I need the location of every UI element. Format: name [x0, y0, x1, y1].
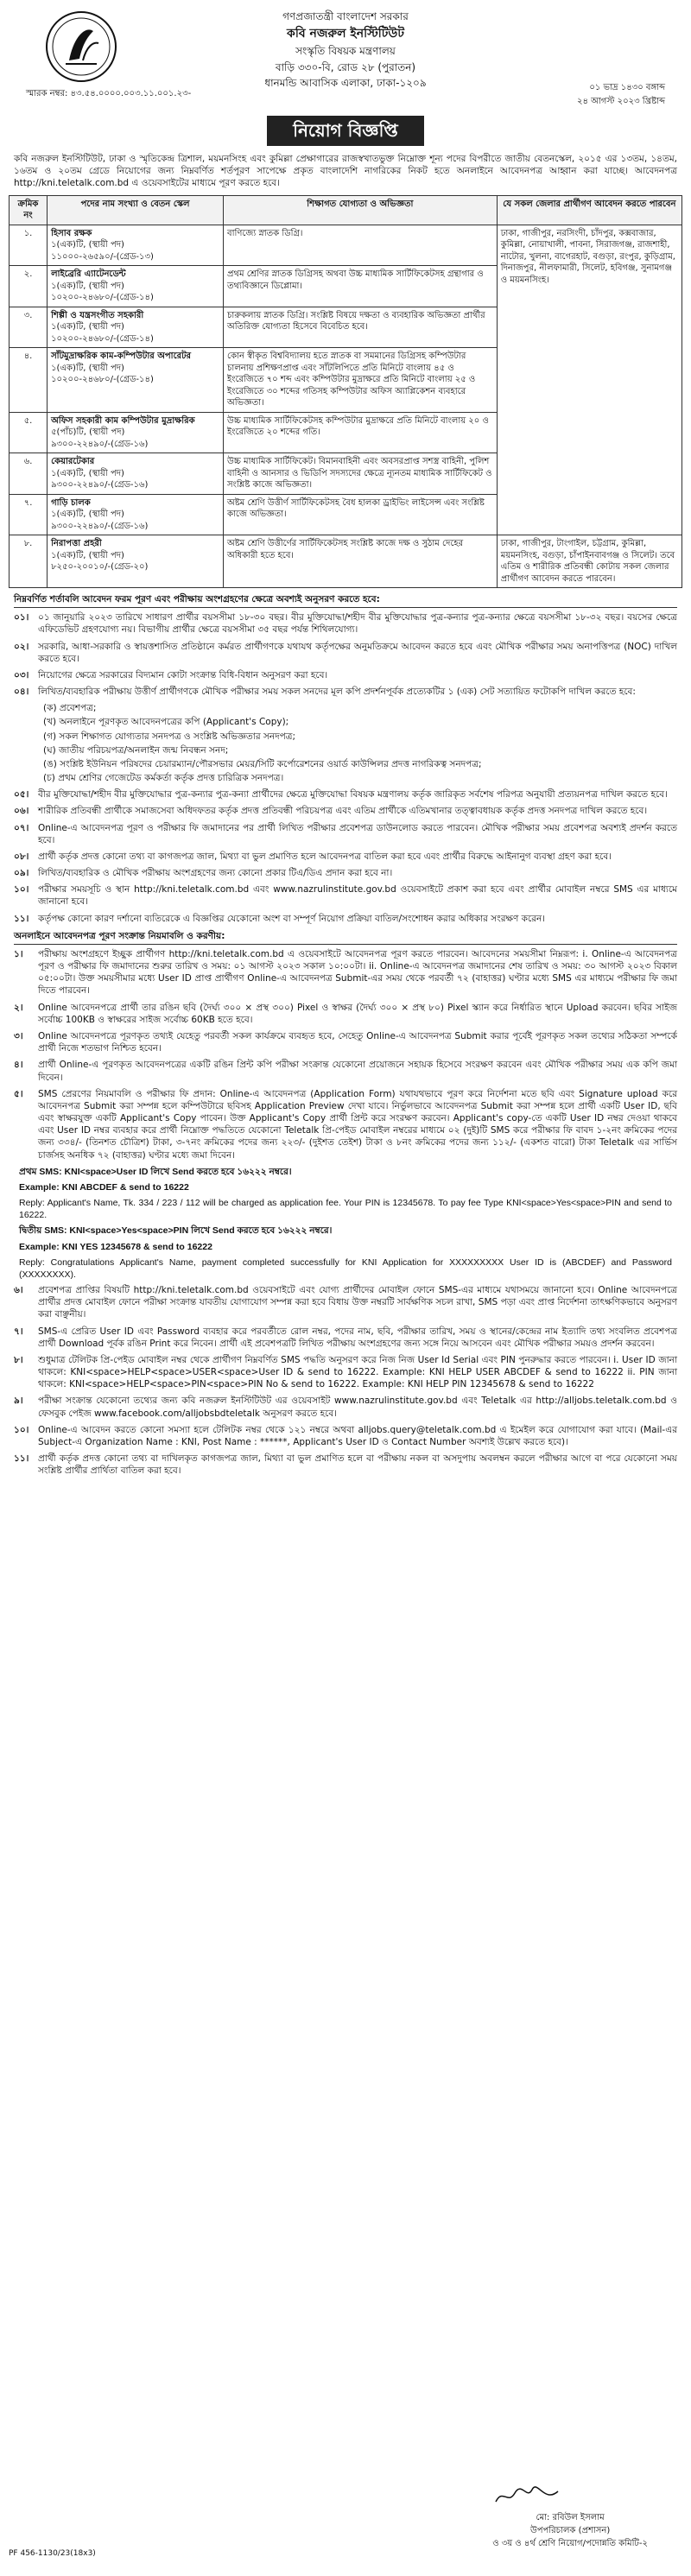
list-item	[14, 822, 677, 846]
item-number: ৮।	[14, 1354, 23, 1365]
item-number: ৯।	[14, 1396, 23, 1407]
row-qualification: উচ্চ মাধ্যমিক সার্টিফিকেট। বিমানবাহিনী এবং অবসরপ্রাপ্ত সশস্ত্র বাহিনী, পুলিশ বাহিনী ও আনসার ও ভিডিপি সদস্যদের ক্ষেত্রে ন্যূনতম মাধ্যমিক সার্টিফিকেট ও সংশ্লিষ্ট কাজে অভিজ্ঞতা।	[224, 453, 498, 495]
list-item	[14, 1395, 677, 1419]
item-number: ২।	[14, 1002, 23, 1013]
list-item	[14, 1030, 677, 1054]
item-number: ০৪।	[14, 687, 29, 698]
list-item	[14, 948, 677, 997]
row-serial: ৩.	[10, 307, 48, 348]
post-scale: ৯৩০০-২২৪৯০/-(গ্রেড-১৬)	[51, 439, 149, 449]
list-item	[14, 1284, 677, 1321]
list-item	[14, 1059, 677, 1083]
date-bangla: ০১ ভাদ্র ১৪৩০ বঙ্গাব্দ	[589, 83, 665, 92]
post-count: ১(এক)টি, (স্থায়ী পদ)	[51, 550, 124, 560]
document-item: (ঙ) সংশ্লিষ্ট ইউনিয়ন পরিষদের চেয়ারম্যান/পৌরসভার মেয়র/সিটি কর্পোরেশনের ওয়ার্ড কাউন্সিলর প্রদত্ত নাগরিকত্ব সনদপত্র;	[43, 758, 482, 769]
row-qualification: অষ্টম শ্রেণি উত্তীর্ণের সার্টিফিকেটসহ সংশ্লিষ্ট কাজে দক্ষ ও সুঠাম দেহের অধিকারী হতে হবে।	[224, 535, 498, 588]
row-serial: ৪.	[10, 348, 48, 413]
list-item	[14, 788, 677, 801]
item-text: শুধুমাত্র টেলিটক প্রি-পেইড মোবাইল নম্বর থেকে প্রার্থীগণ নিম্নবর্ণিত SMS পদ্ধতি অনুসরণ করে নিজ নিজ User Id Serial এবং PIN পুনরুদ্ধার করতে পারবেন। i. User ID জানা থাকলে: KNI<space>HELP<space>USER<space>User ID & send to 16222. Example: KNI HELP USER ABCDEF & send to 16222 ii. PIN জানা থাকলে: KNI<space>HELP<space>PIN<space>PIN No & send to 16222. Example: KNI HELP PIN 12345678 & send to 16222	[38, 1354, 677, 1390]
item-text: SMS প্রেরণের নিয়মাবলি ও পরীক্ষার ফি প্রদান: Online-এ আবেদনপত্র (Application Form) যথাযথভাবে পূরণ করে নির্দেশনা মতে ছবি এবং Signature upload করে আবেদনপত্র Submit করা সম্পন্ন হলে কম্পিউটারে ছবিসহ Application Preview দেখা যাবে। নির্ভুলভাবে আবেদনপত্র Submit করা সম্পন্ন হলে প্রার্থী একটি User ID, ছবি এবং স্বাক্ষরযুক্ত একটি Applicant's Copy পাবেন। উক্ত Applicant's Copy প্রার্থী প্রিন্ট করে সংরক্ষণ করবেন। Applicant's copy-তে একটি User ID নম্বর দেওয়া থাকবে এবং User ID নম্বর ব্যবহার করে প্রার্থী নিম্নোক্ত পদ্ধতিতে যেকোনো Teletalk প্রি-পেইড মোবাইল নম্বরের মাধ্যমে ০২ (দুই)টি SMS করে পরীক্ষার ফি বাবদ ১-২নং ক্রমিকের পদের জন্য ৩৩৪/- (তিনশত চৌত্রিশ) টাকা, ৩-৭নং ক্রমিকের পদের জন্য ২২৩/- (দুইশত তেইশ) টাকা ও ৮নং ক্রমিকের পদের জন্য ১১২/- (একশত বারো) টাকা Teletalk এর সার্ভিস চার্জসহ অনধিক ৭২ (বাহাত্তর) ঘণ্টার মধ্যে জমা দিবেন।	[38, 1088, 677, 1161]
post-count: ১(এক)টি, (স্থায়ী পদ)	[51, 363, 124, 373]
list-item	[14, 1453, 677, 1477]
post-count: ১(এক)টি, (স্থায়ী পদ)	[51, 281, 124, 291]
post-scale: ৮২৫০-২০০১০/-(গ্রেড-২০)	[51, 562, 149, 573]
post-scale: ১১০০০-২৬৫৯০/-(গ্রেড-১৩)	[51, 251, 154, 262]
item-text: পরীক্ষার সময়সূচি ও স্থান http://kni.teletalk.com.bd এবং www.nazrulinstitute.gov.bd ওয়েবসাইটে প্রকাশ করা হবে এবং প্রার্থীর মোবাইল নম্বরে SMS এর মাধ্যমে জানানো হবে।	[38, 884, 677, 908]
address-line-1: বাড়ি ৩৩০-বি, রোড ২৮ (পুরাতন)	[275, 60, 416, 73]
notice-header	[9, 9, 682, 112]
row-qualification: বাণিজ্যে স্নাতক ডিগ্রি।	[224, 225, 498, 266]
item-text: ০১ জানুয়ারি ২০২৩ তারিখে সাধারণ প্রার্থীর বয়সসীমা ১৮-৩০ বছর। বীর মুক্তিযোদ্ধা/শহীদ বীর মুক্তিযোদ্ধার পুত্র-কন্যার পুত্র-কন্যার ক্ষেত্রে বয়সসীমা ১৮-৩২ বছর। বয়সের ক্ষেত্রে এফিডেভিট গ্রহণযোগ্য নয়। বিভাগীয় প্রার্থীর ক্ষেত্রে বয়সসীমা ৩৫ বছর পর্যন্ত শিথিলযোগ্য।	[38, 612, 677, 636]
item-text: SMS-এ প্রেরিত User ID এবং Password ব্যবহার করে পরবর্তীতে রোল নম্বর, পদের নাম, ছবি, পরীক্ষার তারিখ, সময় ও স্থানের/কেন্দ্রের নাম ইত্যাদি তথ্য সংবলিত প্রবেশপত্র প্রার্থী Download পূর্বক রঙিন Print করে নিবেন। প্রার্থী এই প্রবেশপত্রটি লিখিত পরীক্ষায় অংশগ্রহণের জন্য সঙ্গে নিয়ে আসবেন এবং মৌখিক পরীক্ষার সময়ও প্রদর্শন করবেন।	[38, 1326, 677, 1349]
signatory-committee: ও ৩য় ও ৪র্থ শ্রেণি নিয়োগ/পদোন্নতি কমিটি-২	[492, 2539, 648, 2548]
institute-name: কবি নজরুল ইনস্টিটিউট	[287, 26, 404, 41]
col-qualification: শিক্ষাগত যোগ্যতা ও অভিজ্ঞতা	[224, 195, 498, 225]
sms1-reply: Reply: Applicant's Name, Tk. 334 / 223 / 112 will be charged as application fee. Your PIN is 12345678. To pay fee Type KNI<space>Yes<space>PIN and send to 16222.	[19, 1198, 672, 1221]
item-text: Online-এ আবেদন করতে কোনো সমস্যা হলে টেলিটক নম্বর থেকে ১২১ নম্বরে অথবা alljobs.query@teletalk.com.bd এ ইমেইল করে যোগাযোগ করা যাবে। (Mail-এর Subject-এ Organization Name : KNI, Post Name : ******, Applicant's User ID ও Contact Number অবশ্যই উল্লেখ করতে হবে)।	[38, 1424, 677, 1447]
row-qualification: চারুকলায় স্নাতক ডিগ্রি। সংশ্লিষ্ট বিষয়ে দক্ষতা ও ব্যবহারিক অভিজ্ঞতা প্রার্থীর অতিরিক্ত যোগ্যতা হিসেবে বিবেচিত হবে।	[224, 307, 498, 348]
conditions-heading: নিম্নবর্ণিত শর্তাবলি আবেদন ফরম পূরণ এবং পরীক্ষায় অংশগ্রহণের ক্ষেত্রে অবশ্যই অনুসরণ করতে হবে:	[14, 593, 677, 608]
row-districts: ঢাকা, গাজীপুর, টাংগাইল, চট্টগ্রাম, কুমিল্লা, ময়মনসিংহ, বগুড়া, চাঁপাইনবাবগঞ্জ ও সিলেট। তবে এতিম ও শারীরিক প্রতিবন্ধী কোটায় সকল জেলার প্রার্থীগণ আবেদন করতে পারবেন।	[497, 535, 681, 588]
list-item	[14, 1354, 677, 1391]
item-number: ০৩।	[14, 669, 29, 680]
notice-dates	[577, 81, 665, 109]
item-text: Online-এ আবেদনপত্র পূরণ ও পরীক্ষার ফি জমাদানের পর প্রার্থী লিখিত পরীক্ষার প্রবেশপত্র ডাউনলোড করতে পারবেন। মৌখিক পরীক্ষার সময় প্রবেশপত্র অবশ্যই প্রদর্শন করতে হবে।	[38, 822, 677, 845]
row-serial: ৬.	[10, 453, 48, 495]
sms2-example: Example: KNI YES 12345678 & send to 16222	[19, 1241, 212, 1252]
list-item	[14, 1424, 677, 1448]
row-post	[48, 494, 224, 535]
sms2-label: দ্বিতীয় SMS: KNI<space>Yes<space>PIN লিখে Send করতে হবে ১৬২২২ নম্বরে।	[19, 1225, 333, 1237]
row-serial: ১.	[10, 225, 48, 266]
item-number: ০৮।	[14, 851, 29, 862]
post-name: গাড়ি চালক	[51, 497, 91, 508]
list-item	[14, 913, 677, 925]
signature-block	[492, 2511, 648, 2550]
row-post	[48, 453, 224, 495]
online-steps-list	[14, 948, 677, 1161]
memo-number: স্মারক নম্বর: ৪৩.৫৪.০০০০.০০৩.১১.০০১.২৩-	[26, 89, 192, 98]
list-item	[14, 805, 677, 817]
online-heading: অনলাইনে আবেদনপত্র পূরণ সংক্রান্ত নিয়মাবলি ও করণীয়:	[14, 930, 677, 945]
post-name: অফিস সহকারী কাম কম্পিউটার মুদ্রাক্ষরিক	[51, 415, 195, 426]
row-post	[48, 225, 224, 266]
post-count: ৫(পাঁচ)টি, (স্থায়ী পদ)	[51, 427, 125, 438]
post-count: ১(এক)টি, (স্থায়ী পদ)	[51, 468, 124, 478]
document-item: (গ) সকল শিক্ষাগত যোগ্যতার সনদপত্র ও সংশ্লিষ্ট অভিজ্ঞতার সনদপত্র;	[43, 731, 296, 742]
ministry-name: সংস্কৃতি বিষয়ক মন্ত্রণালয়	[295, 45, 396, 58]
list-item	[14, 1088, 677, 1161]
item-number: ৬।	[14, 1285, 23, 1296]
col-districts: যে সকল জেলার প্রার্থীগণ আবেদন করতে পারবেন	[497, 195, 681, 225]
online-steps-list-continued	[14, 1284, 677, 1477]
item-number: ৪।	[14, 1060, 23, 1071]
post-scale: ৯৩০০-২২৪৯০/-(গ্রেড-১৬)	[51, 480, 149, 491]
list-item	[14, 1002, 677, 1026]
item-number: ০২।	[14, 641, 29, 652]
post-name: কেয়ারটেকার	[51, 457, 95, 467]
row-post	[48, 307, 224, 348]
item-number: ৭।	[14, 1326, 23, 1337]
item-text: বীর মুক্তিযোদ্ধা/শহীদ বীর মুক্তিযোদ্ধার পুত্র-কন্যার পুত্র-কন্যা প্রার্থীদের ক্ষেত্রে মুক্তিযোদ্ধা বিষয়ক মন্ত্রণালয় কর্তৃক জারিকৃত সর্বশেষ পরিপত্র অনুযায়ী প্রত্যয়নপত্র দাখিল করতে হবে।	[38, 789, 668, 801]
list-item	[14, 669, 677, 681]
document-item: (ঘ) জাতীয় পরিচয়পত্র/অনলাইন জন্ম নিবন্ধন সনদ;	[43, 744, 229, 756]
post-count: ১(এক)টি, (স্থায়ী পদ)	[51, 240, 124, 250]
date-english: ২৪ আগস্ট ২০২৩ খ্রিষ্টাব্দ	[576, 97, 665, 106]
item-number: ১০।	[14, 1424, 29, 1435]
item-number: ১০।	[14, 884, 29, 896]
list-item	[14, 686, 677, 698]
online-section	[14, 930, 677, 1478]
government-line: গণপ্রজাতন্ত্রী বাংলাদেশ সরকার	[282, 10, 409, 22]
row-districts: ঢাকা, গাজীপুর, নরসিংদী, চাঁদপুর, কক্সবাজার, কুমিল্লা, নোয়াখালী, পাবনা, সিরাজগঞ্জ, রাজশাহী, নাটোর, খুলনা, বাগেরহাট, বগুড়া, রংপুর, কুড়িগ্রাম, দিনাজপুর, নীলফামারী, সিলেট, হবিগঞ্জ, সুনামগঞ্জ ও ময়মনসিংহ।	[497, 225, 681, 535]
row-qualification: প্রথম শ্রেণির স্নাতক ডিগ্রিসহ অথবা উচ্চ মাধ্যমিক সার্টিফিকেটসহ গ্রন্থাগার ও তথ্যবিজ্ঞানে ডিপ্লোমা।	[224, 266, 498, 307]
list-item	[14, 611, 677, 636]
footer-code: PF 456-1130/23(18x3)	[9, 2548, 96, 2558]
item-text: কর্তৃপক্ষ কোনো কারণ দর্শানো ব্যতিরেকে এ বিজ্ঞপ্তির যেকোনো অংশ বা সম্পূর্ণ নিয়োগ প্রক্রিয়া বাতিল/সংশোধন করার অধিকার সংরক্ষণ করেন।	[38, 913, 546, 924]
list-item	[14, 1326, 677, 1350]
row-serial: ৫.	[10, 412, 48, 453]
post-count: ১(এক)টি, (স্থায়ী পদ)	[51, 322, 124, 332]
post-name: সাঁটমুদ্রাক্ষরিক কাম-কম্পিউটার অপারেটর	[51, 351, 192, 362]
signatory-name: মো: রবিউল ইসলাম	[536, 2513, 605, 2522]
table-row	[10, 535, 682, 588]
item-text: সরকারি, আধা-সরকারি ও স্বায়ত্তশাসিত প্রতিষ্ঠানে কর্মরত প্রার্থীগণকে যথাযথ কর্তৃপক্ষের অনুমতিক্রমে আবেদন করতে হবে এবং মৌখিক পরীক্ষার সময় অনাপত্তিপত্র (NOC) দাখিল করতে হবে।	[38, 641, 677, 664]
item-text: প্রবেশপত্র প্রাপ্তির বিষয়টি http://kni.teletalk.com.bd ওয়েবসাইটে এবং যোগ্য প্রার্থীদের মোবাইল ফোনে SMS-এর মাধ্যমে যথাসময়ে জানানো হবে। Online আবেদনপত্রে প্রার্থীর প্রদত্ত মোবাইল ফোনে পরীক্ষা সংক্রান্ত যাবতীয় যোগাযোগ সম্পন্ন করা হবে বিধায় উক্ত নম্বরটি সার্বক্ষণিক সচল রাখা, SMS পড়া এবং প্রাপ্ত নির্দেশনা তাৎক্ষণিকভাবে অনুসরণ করা বাঞ্ছনীয়।	[38, 1285, 677, 1320]
item-number: ৩।	[14, 1031, 23, 1041]
post-scale: ১০২০০-২৪৬৮০/-(গ্রেড-১৪)	[51, 333, 154, 344]
intro-paragraph: কবি নজরুল ইনস্টিটিউট, ঢাকা ও স্মৃতিকেন্দ্র ত্রিশাল, ময়মনসিংহ এবং কুমিল্লা প্রেক্ষাগারের রাজস্বখাতভুক্ত নিম্নোক্ত শূন্য পদের বিপরীতে জাতীয় বেতনস্কেল, ২০১৫ এর ১৩তম, ১৪তম, ১৬তম ও ২০তম গ্রেডে নিয়োগের জন্য নিম্নবর্ণিত শর্তপূরণ সাপেক্ষে প্রকৃত বাংলাদেশি নাগরিকের নিকট হতে অনলাইনে আবেদনপত্র আহ্বান করা যাচ্ছে। আবেদনপত্র http://kni.teletalk.com.bd এ ওয়েবসাইটের মাধ্যমে পূরণ করতে হবে।	[14, 154, 677, 189]
col-serial: ক্রমিক নং	[10, 195, 48, 225]
title-wrap	[9, 116, 682, 146]
recruitment-notice-page	[9, 9, 682, 2559]
documents-list	[43, 702, 677, 784]
post-name: হিসাব রক্ষক	[51, 228, 92, 238]
row-serial: ৮.	[10, 535, 48, 588]
item-text: পরীক্ষা সংক্রান্ত যেকোনো তথ্যের জন্য কবি নজরুল ইনস্টিটিউট এর ওয়েবসাইট www.nazrulinstitute.gov.bd এবং Teletalk এর http://alljobs.teletalk.com.bd ও ফেসবুক পেইজ www.facebook.com/alljobsbdteletalk অনুসরণ করতে হবে।	[38, 1396, 677, 1419]
signatory-designation: উপপরিচালক (প্রশাসন)	[529, 2526, 611, 2535]
row-qualification: উচ্চ মাধ্যমিক সার্টিফিকেটসহ কম্পিউটার মুদ্রাক্ষরে প্রতি মিনিটে বাংলায় ২০ ও ইংরেজিতে ২০ শব্দের গতি।	[224, 412, 498, 453]
conditions-list	[14, 611, 677, 698]
document-item: (চ) প্রথম শ্রেণির গেজেটেড কর্মকর্তা কর্তৃক প্রদত্ত চারিত্রিক সনদপত্র।	[43, 773, 284, 784]
row-post	[48, 535, 224, 588]
post-name: লাইব্রেরি এ্যাটেনডেন্ট	[51, 269, 126, 280]
list-item	[14, 851, 677, 863]
row-serial: ২.	[10, 266, 48, 307]
item-text: Online আবেদনপত্রে পূরণকৃত তথ্যই যেহেতু পরবর্তী সকল কার্যক্রমে ব্যবহৃত হবে, সেহেতু Online-এ আবেদনপত্র Submit করার পূর্বেই পূরণকৃত সকল তথ্যের সঠিকতা সম্পর্কে প্রার্থী নিজে শতভাগ নিশ্চিত হবেন।	[38, 1031, 677, 1054]
post-count: ১(এক)টি, (স্থায়ী পদ)	[51, 510, 124, 520]
row-qualification: অষ্টম শ্রেণি উত্তীর্ণ সার্টিফিকেটসহ বৈধ হালকা ড্রাইভিং লাইসেন্স এবং সংশ্লিষ্ট কাজে অভিজ্ঞতা।	[224, 494, 498, 535]
item-text: শারীরিক প্রতিবন্ধী প্রার্থীকে সমাজসেবা অধিদফতর কর্তৃক প্রদত্ত প্রতিবন্ধী পরিচয়পত্র এবং এতিম প্রার্থীকে এতিমখানার তত্ত্বাবধায়ক কর্তৃক প্রদত্ত সনদপত্র দাখিল করতে হবে।	[38, 806, 648, 817]
post-scale: ৯৩০০-২২৪৯০/-(গ্রেড-১৬)	[51, 521, 149, 531]
conditions-list-continued	[14, 788, 677, 925]
row-post	[48, 266, 224, 307]
sms1-example: Example: KNI ABCDEF & send to 16222	[19, 1181, 189, 1193]
list-item	[14, 867, 677, 879]
item-number: ১।	[14, 948, 23, 959]
conditions-section	[14, 593, 677, 925]
notice-title: নিয়োগ বিজ্ঞপ্তি	[267, 116, 424, 146]
row-post	[48, 412, 224, 453]
item-number: ০৭।	[14, 822, 29, 833]
document-item: (ক) প্রবেশপত্র;	[43, 703, 97, 714]
item-text: পরীক্ষায় অংশগ্রহণে ইচ্ছুক প্রার্থীগণ http://kni.teletalk.com.bd এ ওয়েবসাইটে আবেদনপত্র পূরণ করতে পারবেন। আবেদনের সময়সীমা নিম্নরূপ: i. Online-এ আবেদনপত্র পূরণ ও পরীক্ষার ফি জমাদানের শুরুর তারিখ ও সময়: ০১ আগস্ট ২০২৩ সকাল ১০:০০টা। ii. Online-এ আবেদনপত্র জমাদানের শেষ তারিখ ও সময়: ৩০ আগস্ট ২০২৩ বিকাল ০৫:০০টা। উক্ত সময়সীমার মধ্যে User ID প্রাপ্ত প্রার্থীগণ Online-এ আবেদনপত্র Submit-এর সময় থেকে পরবর্তী ৭২ (বাহাত্তর) ঘণ্টার মধ্যে SMS এর মাধ্যমে পরীক্ষার ফি জমা দিতে পারবেন।	[38, 948, 677, 997]
item-number: ১১।	[14, 913, 29, 924]
post-name: নিরাপত্তা প্রহরী	[51, 539, 102, 549]
item-text: লিখিত/ব্যবহারিক ও মৌখিক পরীক্ষায় অংশগ্রহণের জন্য কোনো প্রকার টিএ/ডিএ প্রদান করা হবে না।	[38, 868, 393, 879]
item-number: ৫।	[14, 1088, 23, 1099]
header-lines	[9, 9, 682, 92]
item-number: ০১।	[14, 612, 29, 623]
post-name: শিল্পী ও যন্ত্রসংগীত সহকারী	[51, 310, 144, 320]
row-serial: ৭.	[10, 494, 48, 535]
item-number: ০৬।	[14, 806, 29, 817]
row-post	[48, 348, 224, 413]
item-text: প্রার্থী Online-এ পূরণকৃত আবেদনপত্রের একটি রঙিন প্রিন্ট কপি পরীক্ষা সংক্রান্ত যেকোনো প্রয়োজনে সহায়ক হিসেবে সংরক্ষণ করবেন এবং মৌখিক পরীক্ষার সময় এক কপি জমা দিবেন।	[38, 1060, 677, 1083]
col-post: পদের নাম সংখ্যা ও বেতন স্কেল	[48, 195, 224, 225]
item-text: Online আবেদনপত্রে প্রার্থী তার রঙিন ছবি (দৈর্ঘ্য ৩০০ × প্রস্থ ৩০০) Pixel ও স্বাক্ষর (দৈর্ঘ্য ৩০০ × প্রস্থ ৮০) Pixel স্ক্যান করে নির্ধারিত স্থানে Upload করবেন। ছবির সাইজ সর্বোচ্চ 100KB ও স্বাক্ষরের সাইজ সর্বোচ্চ 60KB হতে হবে।	[38, 1002, 677, 1025]
item-text: নিয়োগের ক্ষেত্রে সরকারের বিদ্যমান কোটা সংক্রান্ত বিধি-বিধান অনুসরণ করা হবে।	[38, 669, 328, 680]
post-scale: ১০২০০-২৪৬৮০/-(গ্রেড-১৪)	[51, 375, 154, 385]
table-header-row	[10, 195, 682, 225]
item-text: প্রার্থী কর্তৃক প্রদত্ত কোনো তথ্য বা কাগজপত্র জাল, মিথ্যা বা ভুল প্রমাণিত হলে আবেদনপত্র বাতিল করা হবে এবং প্রার্থীর বিরুদ্ধে আইনানুগ ব্যবস্থা গ্রহণ করা হবে।	[38, 851, 612, 862]
list-item	[14, 883, 677, 908]
item-text: প্রার্থী কর্তৃক প্রদত্ত কোনো তথ্য বা দাখিলকৃত কাগজপত্র জাল, মিথ্যা বা ভুল প্রমাণিত হলে বা পরীক্ষায় নকল বা অসদুপায় অবলম্বন করলে পরীক্ষার আগে বা পরে যেকোনো সময় সংশ্লিষ্ট প্রার্থীর প্রার্থিতা বাতিল করা হবে।	[38, 1453, 677, 1477]
item-number: ০৫।	[14, 789, 29, 801]
table-row	[10, 225, 682, 266]
item-number: ০৯।	[14, 868, 29, 879]
sms2-reply: Reply: Congratulations Applicant's Name, payment completed successfully for KNI Application for XXXXXXXXX User ID is (ABCDEF) and Password (XXXXXXXX).	[19, 1256, 672, 1280]
row-qualification: কোন স্বীকৃত বিশ্ববিদ্যালয় হতে স্নাতক বা সমমানের ডিগ্রিসহ কম্পিউটার চালনায় প্রশিক্ষণপ্রাপ্ত এবং সাঁটলিপিতে প্রতি মিনিটে বাংলায় ৪৫ ও ইংরেজিতে ৭০ শব্দ এবং কম্পিউটার মুদ্রাক্ষরে প্রতি মিনিটে বাংলায় ২৫ ও ইংরেজিতে ৩০ শব্দের গতিসহ কম্পিউটার অফিস অ্যাপ্লিকেশন ব্যবহারে অভিজ্ঞতা।	[224, 348, 498, 413]
item-text: লিখিত/ব্যবহারিক পরীক্ষায় উত্তীর্ণ প্রার্থীগণকে মৌখিক পরীক্ষার সময় সকল সনদের মূল কপি প্রদর্শনপূর্বক প্রত্যেকটির ১ (এক) সেট সত্যায়িত ফটোকপি দাখিল করতে হবে:	[38, 687, 636, 698]
sms1-label: প্রথম SMS: KNI<space>User ID লিখে Send করতে হবে ১৬২২২ নম্বরে।	[19, 1166, 292, 1177]
notice-footer	[9, 2481, 682, 2559]
document-item: (খ) অনলাইনে পূরণকৃত আবেদনপত্রের কপি (Applicant's Copy);	[43, 717, 289, 728]
item-number: ১১।	[14, 1453, 29, 1465]
signature-icon	[492, 2483, 561, 2509]
list-item	[14, 641, 677, 665]
posts-table	[9, 195, 682, 589]
address-line-2: ধানমন্ডি আবাসিক এলাকা, ঢাকা-১২০৯	[264, 77, 427, 90]
post-scale: ১০২০০-২৪৬৮০/-(গ্রেড-১৪)	[51, 293, 154, 303]
